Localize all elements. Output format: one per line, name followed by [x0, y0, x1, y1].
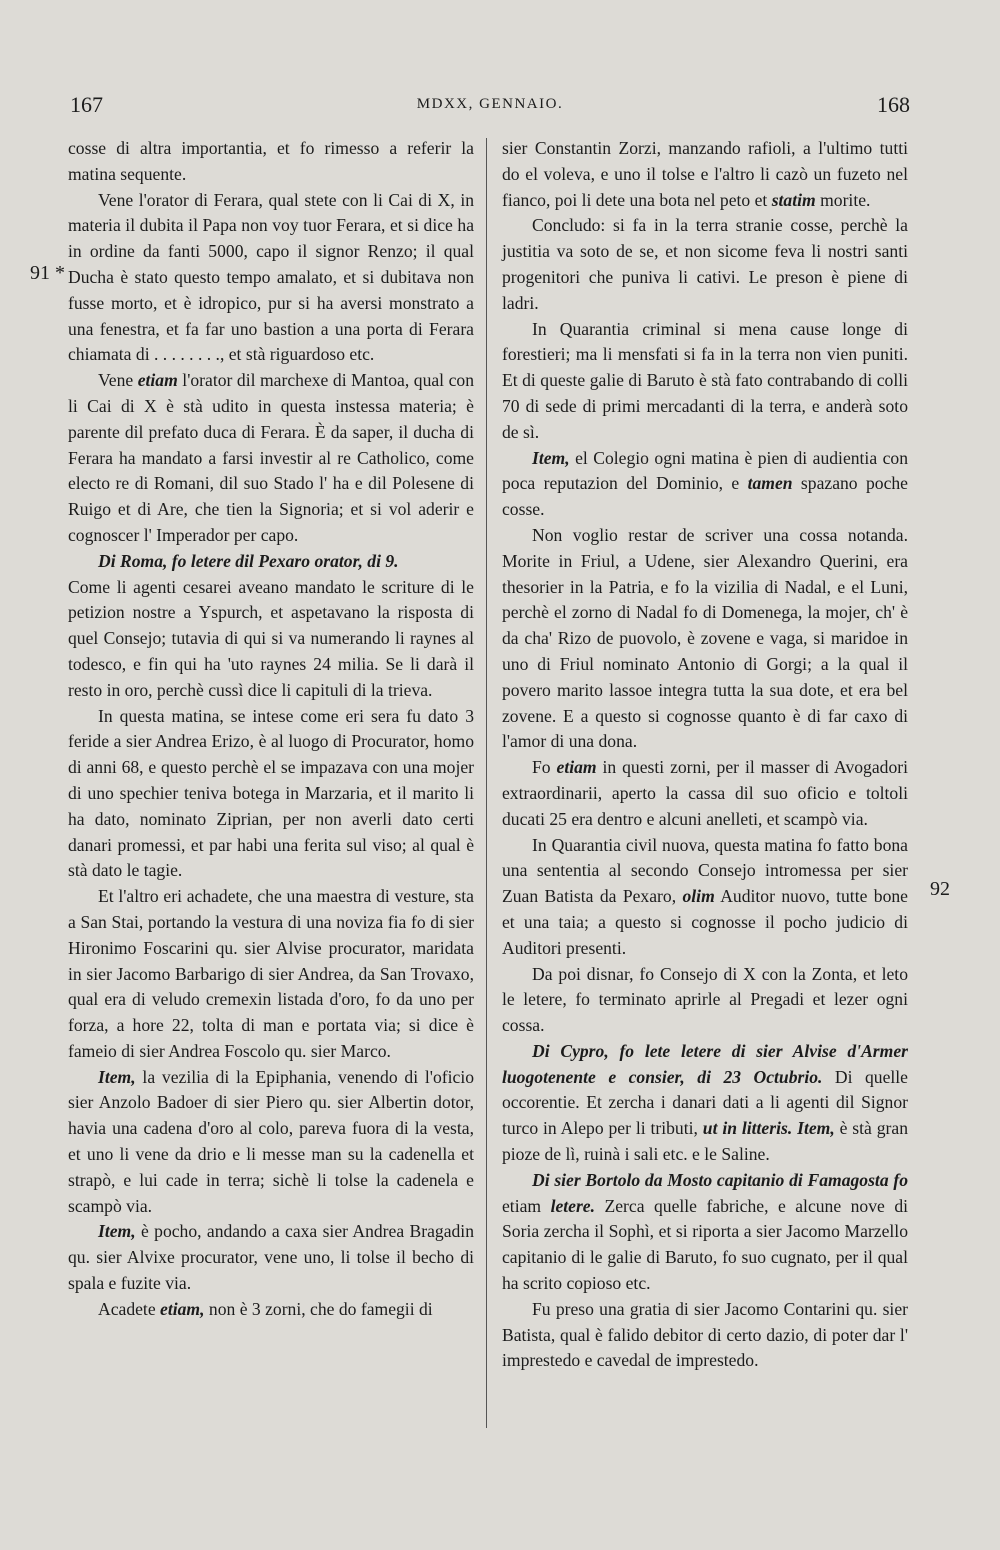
paragraph [502, 755, 908, 832]
italic-phrase: etiam [137, 370, 178, 391]
italic-phrase: statim [771, 189, 816, 210]
italic-phrase: tamen [747, 473, 793, 494]
paragraph [68, 1219, 474, 1296]
paragraph [68, 1297, 474, 1323]
text-run: etiam [502, 1195, 551, 1216]
text-run: Et l'altro eri achadete, che una maestra di vesture, sta a San Stai, portando la vestura di una noviza fia fo di sier Hironimo Foscarini qu. sier Alvise procurator, maridata in sier Jacomo Barbarigo di sier Andrea, da San Trovaxo, qual era di veludo cremexin listada d'oro, fo da uno per forza, a hore 22, tolta di man e portata via; si dice è fameio di sier Andrea Foscolo qu. sier Marco. [68, 886, 474, 1061]
italic-phrase: Di Roma, fo letere dil Pexaro orator, di 9. [98, 550, 399, 571]
paragraph [68, 704, 474, 885]
italic-phrase: etiam, [160, 1298, 205, 1319]
text-run: è stà gran pioze de lì, ruinà i sali etc. e le Saline. [502, 1118, 908, 1165]
italic-phrase: etiam [556, 757, 597, 778]
paragraph [502, 1039, 908, 1168]
text-run: Come li agenti cesarei aveano mandato le scriture di le petizion nostre a Yspurch, et aspetavano la risposta di quel Consejo; tutavia di qui si va numerando li raynes al todesco, e fin qui ha 'uto raynes 24 milia. Se li darà il resto in oro, perchè cussì dice li capituli di la trieva. [68, 576, 474, 700]
text-run: In Quarantia civil nuova, questa matina fo fatto bona una sententia al secondo Consejo intromessa per sier Zuan Batista da Pexaro, [502, 834, 908, 907]
paragraph [502, 136, 908, 213]
page-number-right: 168 [877, 92, 910, 117]
text-run: Fo [532, 757, 557, 778]
paragraph [502, 833, 908, 962]
text-run: Non voglio restar de scriver una cossa notanda. Morite in Friul, a Udene, sier Alexandro Querini, era thesorier in la Patria, e fo la vizilia di Nadal, e el Luni, perchè el zorno di Nadal fo di Domenega, la mojer, ch' è da cha' Rizo de puovolo, è zovene e vaga, si maridoe in uno di Friul nominato Antonio di Gorgi; a la qual il povero marito lassoe integra tutta la sua dote, et era bel zovene. E a questo si cognosse quanto è di far caxo di l'amor di una dona. [502, 524, 908, 752]
text-run: Vene l'orator di Ferara, qual stete con li Cai di X, in materia il dubita il Papa non voy tuor Ferara, et si dice ha in ordine da fanti 5000, capo il signor Renzo; il qual Ducha è stato questo tempo amalato, et si dubitava non fusse morto, et è idropico, pur si ha aversi monstrato a una fenestra, et fa far uno bastion a una porta di Ferara chiamata di . . . . . . . ., et stà riguardoso etc. [68, 189, 474, 365]
paragraph [502, 1297, 908, 1374]
text-run: el Colegio ogni matina è pien di audientia con poca reputazion del Dominio, e [502, 447, 908, 494]
paragraph [502, 446, 908, 523]
running-header [70, 92, 910, 122]
text-run: è pocho, andando a caxa sier Andrea Bragadin qu. sier Alvixe procurator, vene uno, li tolse il becho di spala e fuzite via. [68, 1221, 474, 1294]
text-run: In Quarantia criminal si mena cause longe di forestieri; ma li mensfati si fa in la terra non vien puniti. Et di queste galie di Baruto è stà fato contrabando di colli 70 di sede di primi mercadanti di la terra, e anderà soto de sì. [502, 318, 908, 442]
column-divider [486, 138, 487, 1428]
text-run: Di quelle occorentie. Et zercha i danari dati a li agenti dil Signor turco in Alepo per li tributi, [502, 1066, 908, 1139]
text-run: Da poi disnar, fo Consejo di X con la Zonta, et leto le letere, fo terminato aprirle al Pregadi et lezer ogni cossa. [502, 963, 908, 1036]
text-run: Fu preso una gratia di sier Jacomo Contarini qu. sier Batista, qual è falido debitor di certo dazio, di poter dar l' imprestedo e cavedal de imprestedo. [502, 1298, 908, 1371]
text-run: la vezilia di la Epiphania, venendo di l'oficio sier Anzolo Badoer di sier Piero qu. sier Albertin dotor, havia una cadena d'oro al colo, pareva fuora di la vesta, et uno li vene da drio e li messe man su la cadenella et strapò, e lui cade in terra; sichè li tolse la cadenela e scampò via. [68, 1066, 474, 1216]
paragraph [68, 368, 474, 549]
italic-phrase: letere. [550, 1195, 596, 1216]
italic-phrase: ut in litteris. Item, [702, 1118, 835, 1139]
paragraph [68, 884, 474, 1065]
text-run: Acadete [98, 1298, 161, 1319]
paragraph [502, 317, 908, 446]
text-run: morite. [815, 189, 871, 210]
text-run: non è 3 zorni, che do famegii di [204, 1298, 433, 1319]
paragraph [68, 549, 474, 575]
right-column [502, 136, 908, 1374]
italic-phrase: Di sier Bortolo da Mosto capitanio di Famagosta fo [532, 1169, 908, 1190]
text-run: In questa matina, se intese come eri sera fu dato 3 feride a sier Andrea Erizo, è al luogo di Procurator, homo di anni 68, e questo perchè el se impazava con una mojer di uno spechier teniva botega in Marzaria, et il marito li ha dato, nominato Ziprian, per non averli dato certi danari promessi, et par habi una ferita sul viso; al qual è stà dato le tagie. [68, 705, 474, 881]
text-run: Concludo: si fa in la terra stranie cosse, perchè la justitia va soto de se, et non sicome feva li nostri santi progenitori che puniva li cativi. Le preson è piene di ladri. [502, 215, 908, 313]
italic-phrase: Item, [532, 447, 570, 468]
text-run: sier Constantin Zorzi, manzando rafioli, a l'ultimo tutti do el voleva, e uno il tolse e l'altro li cazò un fuzeto nel fianco, poi li dete una bota nel peto et [502, 138, 908, 210]
margin-note-right: 92 [930, 878, 950, 900]
paragraph [502, 213, 908, 316]
text-run: l'orator dil marchexe di Mantoa, qual con li Cai di X è stà udito in questa instessa materia; è parente dil prefato duca di Ferara. È da saper, il ducha di Ferara ha mandato a farsi investir al re Catholico, come electo re di Romani, dil suo Stado l' ha e dil Polesene di Ruigo et di Are, che tien la Signoria; et si vol aderir e cognoscer l' Imperador per capo. [68, 370, 474, 545]
page-number-left: 167 [70, 92, 103, 117]
italic-phrase: Item, [98, 1066, 136, 1087]
paragraph [68, 1065, 474, 1220]
margin-note-left: 91 * [30, 262, 65, 284]
text-run: spazano poche cosse. [502, 473, 908, 520]
running-title: MDXX, GENNAIO. [416, 96, 564, 112]
text-run: in questi zorni, per il masser di Avogadori extraordinarii, aperto la cassa dil suo oficio e toltoli ducati 25 era dentro e alcuni anelleti, et scampò via. [502, 757, 908, 829]
paragraph [502, 962, 908, 1039]
paragraph [502, 1168, 908, 1297]
paragraph [68, 575, 474, 704]
paragraph [68, 188, 474, 369]
text-run: cosse di altra importantia, et fo rimesso a referir la matina sequente. [68, 138, 474, 184]
italic-phrase: Di Cypro, fo lete letere di sier Alvise d'Armer luogotenente e consier, di 23 Octubrio. [502, 1040, 908, 1087]
paragraph [68, 136, 474, 188]
italic-phrase: Item, [98, 1221, 136, 1242]
italic-phrase: olim [682, 886, 715, 907]
text-run: Auditor nuovo, tutte bone et una taia; a questo si cognosse il pocho judicio di Auditori presenti. [502, 886, 908, 958]
paragraph [502, 523, 908, 755]
text-run: Vene [98, 370, 138, 391]
text-run: Zerca quelle fabriche, e alcune nove di Soria zercha il Sophì, et si riporta a sier Jacomo Marzello capitanio di le galie di Baruto, fo suo cugnato, per il qual ha scrito copioso etc. [502, 1195, 908, 1294]
left-column [68, 136, 474, 1323]
